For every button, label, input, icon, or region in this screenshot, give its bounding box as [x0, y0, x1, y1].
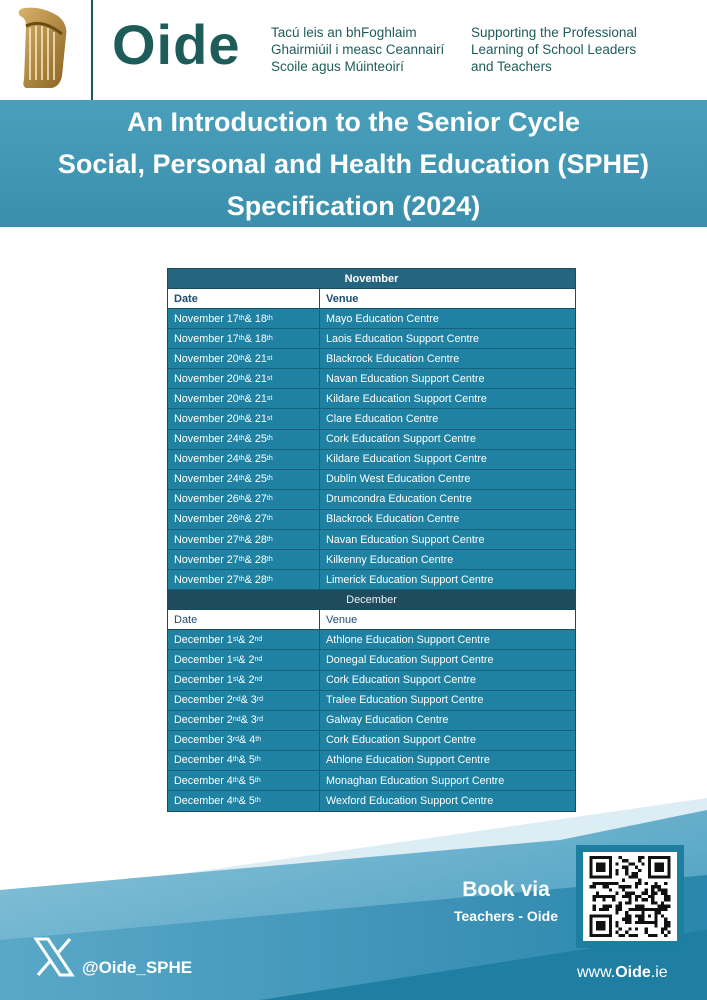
- date-column-header: Date: [168, 610, 320, 629]
- session-venue: Blackrock Education Centre: [326, 513, 460, 526]
- date-text: November 20: [174, 413, 239, 426]
- title-line: Specification (2024): [226, 190, 481, 221]
- date-text: & 25: [244, 473, 267, 486]
- qr-code[interactable]: [576, 845, 684, 948]
- date-text: November 20: [174, 392, 239, 405]
- session-venue: Kildare Education Support Centre: [326, 392, 487, 405]
- session-date: December 4 th & 5 th: [168, 751, 320, 770]
- session-date: December 4 th & 5 th: [168, 791, 320, 811]
- session-venue: Dublin West Education Centre: [326, 473, 471, 486]
- session-date: November 20 th & 21 st: [168, 409, 320, 428]
- date-text: December 2: [174, 714, 233, 727]
- tagline-english-line: and Teachers: [471, 59, 552, 74]
- date-text: & 18: [244, 332, 267, 345]
- qr-code-icon: [588, 856, 672, 937]
- date-text: & 27: [244, 493, 267, 506]
- session-date: November 17 th & 18 th: [168, 309, 320, 328]
- date-text: November 27: [174, 553, 239, 566]
- session-date: December 2 nd & 3 rd: [168, 711, 320, 730]
- column-header-row: [168, 610, 575, 630]
- session-date: December 1 st & 2 nd: [168, 630, 320, 649]
- oide-wordmark: Oide: [112, 13, 241, 76]
- date-text: & 5: [238, 774, 255, 787]
- tagline-english: [471, 24, 637, 75]
- session-date: November 26 th & 27 th: [168, 510, 320, 529]
- x-logo-icon[interactable]: [30, 933, 78, 981]
- date-text: November 17: [174, 312, 239, 325]
- session-venue: Mayo Education Centre: [326, 312, 439, 325]
- date-text: & 3: [240, 714, 257, 727]
- venue-column-header: Venue: [326, 613, 358, 626]
- session-venue: Athlone Education Support Centre: [326, 754, 490, 767]
- session-date: November 24 th & 25 th: [168, 450, 320, 469]
- session-venue: Tralee Education Support Centre: [326, 694, 484, 707]
- date-text: December 1: [174, 633, 233, 646]
- date-column-header: Date: [168, 289, 320, 308]
- date-text: November 27: [174, 573, 239, 586]
- session-venue: Cork Education Support Centre: [326, 674, 477, 687]
- date-text: & 28: [244, 573, 267, 586]
- session-venue: Drumcondra Education Centre: [326, 493, 472, 506]
- session-date: November 27 th & 28 th: [168, 570, 320, 589]
- table-row: [168, 650, 575, 670]
- tagline-irish-line: Ghairmiúil i measc Ceannairí: [271, 42, 445, 57]
- session-venue: Kildare Education Support Centre: [326, 453, 487, 466]
- tagline-english-line: Supporting the Professional: [471, 25, 637, 40]
- session-venue: Limerick Education Support Centre: [326, 573, 494, 586]
- session-venue: Athlone Education Support Centre: [326, 633, 490, 646]
- date-text: & 2: [238, 653, 255, 666]
- table-row: [168, 751, 575, 771]
- session-date: November 27 th & 28 th: [168, 550, 320, 569]
- page-header: [0, 0, 707, 100]
- tagline-english-line: Learning of School Leaders: [471, 42, 637, 57]
- date-text: & 21: [244, 413, 267, 426]
- session-date: November 24 th & 25 th: [168, 430, 320, 449]
- session-date: November 17 th & 18 th: [168, 329, 320, 348]
- social-handle[interactable]: @Oide_SPHE: [82, 958, 193, 977]
- date-text: November 26: [174, 493, 239, 506]
- date-text: November 17: [174, 332, 239, 345]
- date-text: & 2: [238, 674, 255, 687]
- session-venue: Donegal Education Support Centre: [326, 653, 494, 666]
- date-text: & 27: [244, 513, 267, 526]
- title-line: Social, Personal and Health Education (SPHE): [57, 148, 650, 179]
- table-row: [168, 731, 575, 751]
- date-text: & 25: [244, 433, 267, 446]
- table-row: [168, 771, 575, 791]
- harp-emblem-icon: [12, 6, 72, 90]
- session-date: December 4 th & 5 th: [168, 771, 320, 790]
- session-venue: Galway Education Centre: [326, 714, 449, 727]
- session-venue: Navan Education Support Centre: [326, 372, 485, 385]
- table-row: [168, 570, 575, 590]
- table-row: [168, 530, 575, 550]
- table-row: [168, 510, 575, 530]
- date-text: & 21: [244, 392, 267, 405]
- date-text: & 28: [244, 553, 267, 566]
- table-row: [168, 430, 575, 450]
- date-text: December 1: [174, 674, 233, 687]
- date-text: November 26: [174, 513, 239, 526]
- website-prefix: www.: [577, 964, 616, 981]
- session-venue: Laois Education Support Centre: [326, 332, 480, 345]
- session-date: November 26 th & 27 th: [168, 490, 320, 509]
- column-header-row: [168, 289, 575, 309]
- table-row: [168, 630, 575, 650]
- date-text: & 5: [238, 795, 255, 808]
- session-venue: Monaghan Education Support Centre: [326, 774, 505, 787]
- date-text: & 4: [239, 734, 256, 747]
- table-row: [168, 791, 575, 811]
- session-date: December 2 nd & 3 rd: [168, 691, 320, 710]
- date-text: November 20: [174, 352, 239, 365]
- session-venue: Blackrock Education Centre: [326, 352, 460, 365]
- session-date: December 1 st & 2 nd: [168, 650, 320, 669]
- table-row: [168, 309, 575, 329]
- date-text: November 24: [174, 433, 239, 446]
- table-row: [168, 490, 575, 510]
- session-date: December 3 rd & 4 th: [168, 731, 320, 750]
- session-date: December 1 st & 2 nd: [168, 671, 320, 690]
- tagline-irish-line: Scoile agus Múinteoirí: [271, 59, 404, 74]
- date-text: & 21: [244, 372, 267, 385]
- title-banner: [0, 100, 707, 227]
- date-text: December 2: [174, 694, 233, 707]
- date-text: November 27: [174, 533, 239, 546]
- date-text: & 25: [244, 453, 267, 466]
- website-brand: Oide: [615, 964, 651, 981]
- date-text: November 24: [174, 453, 239, 466]
- schedule-table: [167, 268, 576, 812]
- table-row: [168, 329, 575, 349]
- table-row: [168, 369, 575, 389]
- title-line: An Introduction to the Senior Cycle: [126, 106, 580, 137]
- date-text: & 18: [244, 312, 267, 325]
- book-via-heading: Book via: [462, 878, 550, 901]
- date-text: December 4: [174, 795, 233, 808]
- session-venue: Navan Education Support Centre: [326, 533, 485, 546]
- table-row: [168, 550, 575, 570]
- date-text: & 2: [238, 633, 255, 646]
- month-header: December: [168, 590, 575, 610]
- session-date: November 27 th & 28 th: [168, 530, 320, 549]
- session-venue: Cork Education Support Centre: [326, 734, 477, 747]
- session-venue: Cork Education Support Centre: [326, 433, 477, 446]
- month-header: November: [168, 269, 575, 289]
- table-row: [168, 389, 575, 409]
- session-date: November 20 th & 21 st: [168, 369, 320, 388]
- table-row: [168, 470, 575, 490]
- date-text: November 20: [174, 372, 239, 385]
- website-suffix: .ie: [650, 964, 668, 981]
- date-text: & 28: [244, 533, 267, 546]
- website-link[interactable]: [577, 964, 668, 982]
- venue-column-header: Venue: [326, 292, 359, 305]
- table-row: [168, 691, 575, 711]
- booking-link-text[interactable]: Teachers - Oide: [453, 908, 558, 924]
- table-row: [168, 349, 575, 369]
- tagline-irish: [271, 24, 444, 75]
- table-row: [168, 409, 575, 429]
- session-venue: Kilkenny Education Centre: [326, 553, 454, 566]
- session-date: November 24 th & 25 th: [168, 470, 320, 489]
- session-date: November 20 th & 21 st: [168, 389, 320, 408]
- table-row: [168, 450, 575, 470]
- date-text: & 3: [240, 694, 257, 707]
- date-text: & 21: [244, 352, 267, 365]
- table-row: [168, 711, 575, 731]
- session-date: November 20 th & 21 st: [168, 349, 320, 368]
- date-text: November 24: [174, 473, 239, 486]
- date-text: December 4: [174, 754, 233, 767]
- date-text: December 3: [174, 734, 233, 747]
- session-venue: Clare Education Centre: [326, 413, 439, 426]
- date-text: December 4: [174, 774, 233, 787]
- header-divider: [91, 0, 93, 100]
- table-row: [168, 671, 575, 691]
- date-text: December 1: [174, 653, 233, 666]
- tagline-irish-line: Tacú leis an bhFoghlaim: [271, 25, 417, 40]
- session-venue: Wexford Education Support Centre: [326, 795, 494, 808]
- qr-code-inner: [583, 852, 677, 941]
- date-text: & 5: [238, 754, 255, 767]
